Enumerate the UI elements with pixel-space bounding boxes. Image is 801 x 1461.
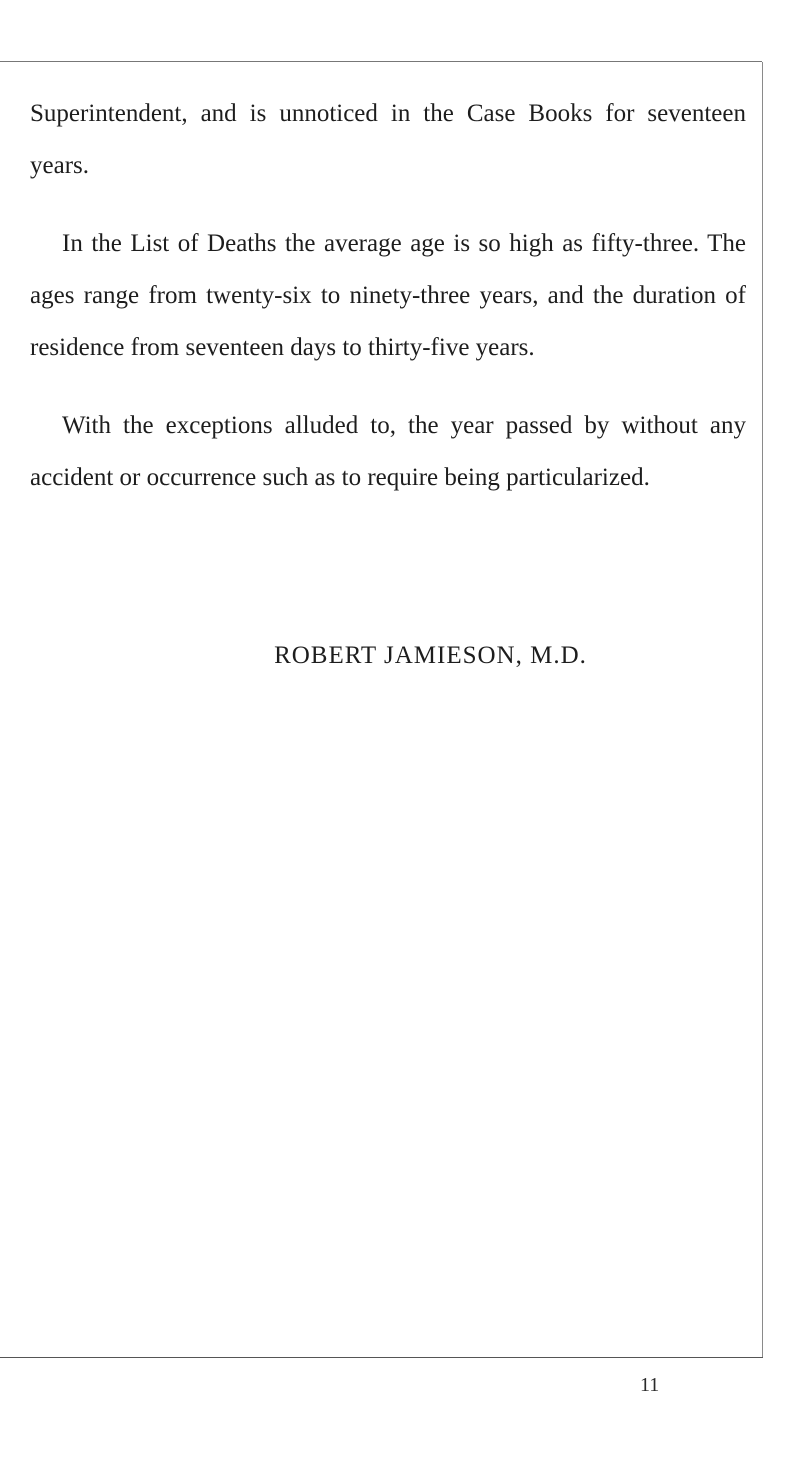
scan-border-top <box>0 61 762 62</box>
body-text <box>30 88 746 504</box>
paragraph-continuation: Superintendent, and is unnoticed in the Case Books for seventeen years. <box>30 100 746 179</box>
scan-border-right <box>762 62 763 1358</box>
paragraph-deaths-list: In the List of Deaths the average age is so high as fifty-three. The ages range from twenty-six to ninety-three years, and the duration of residence from seventeen days to thirty-five years. <box>30 230 746 361</box>
scan-border-bottom <box>0 1357 763 1358</box>
page-number: 11 <box>640 1374 660 1396</box>
paragraph-year-summary: With the exceptions alluded to, the year passed by without any accident or occurrence such as to require being particularized. <box>30 412 746 491</box>
signature: ROBERT JAMIESON, M.D. <box>274 642 587 669</box>
